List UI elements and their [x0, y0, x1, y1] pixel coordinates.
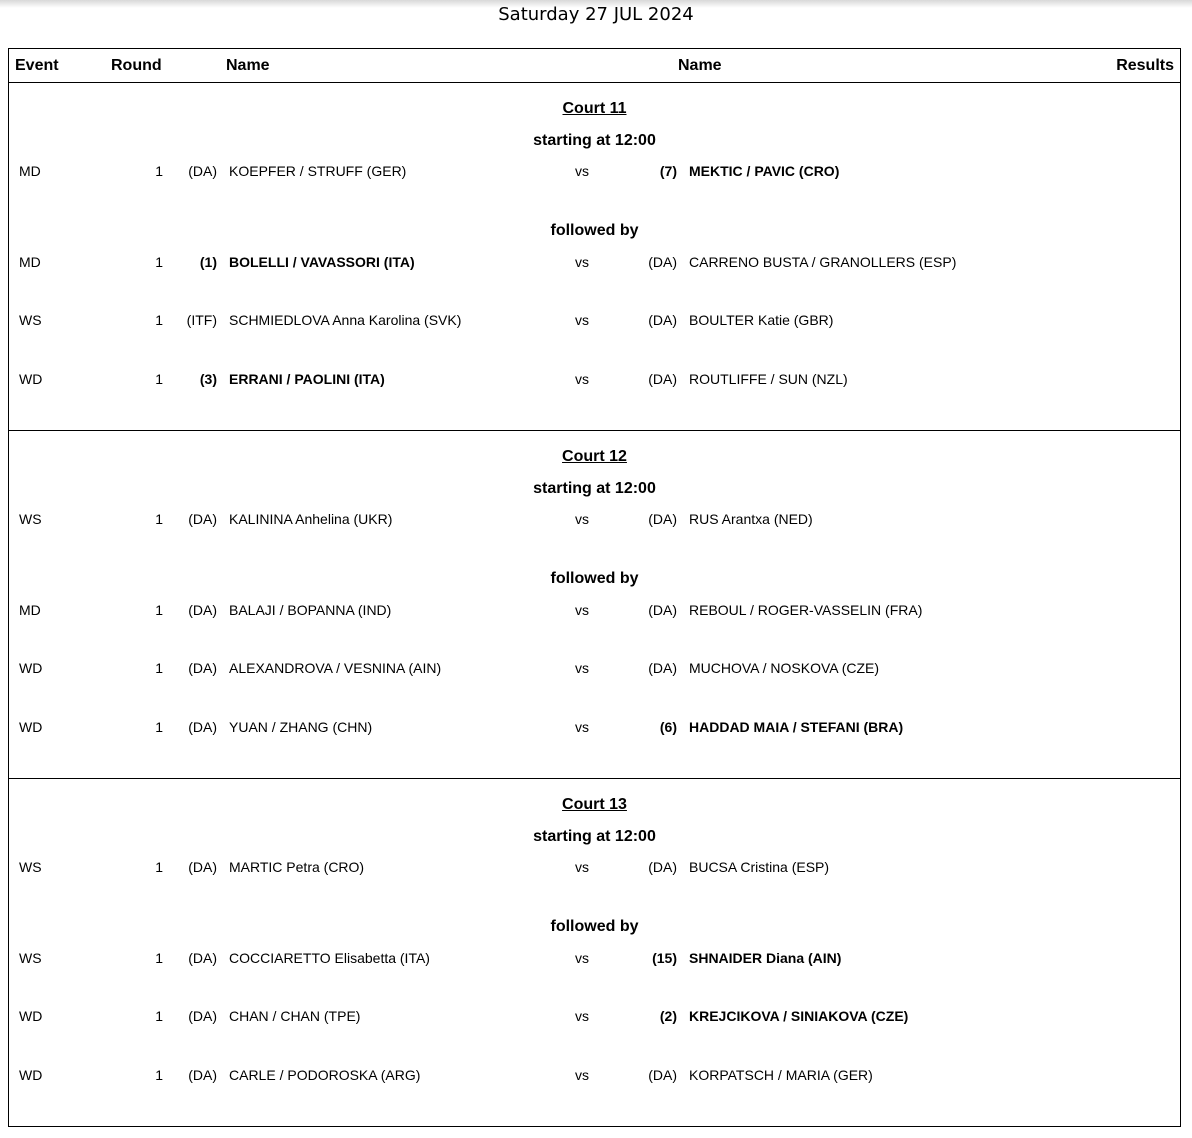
vs: vs: [575, 859, 589, 875]
player-1: ALEXANDROVA / VESNINA (AIN): [229, 660, 442, 676]
player-1: CHAN / CHAN (TPE): [229, 1008, 361, 1024]
player-2: BOULTER Katie (GBR): [689, 312, 834, 328]
start-time: starting at 12:00: [533, 828, 656, 845]
match-row: [9, 511, 1180, 531]
court-title: Court 13: [562, 796, 627, 813]
round: 1: [155, 511, 163, 527]
seed-1: (DA): [188, 950, 217, 966]
event: WD: [19, 660, 43, 676]
player-2: KREJCIKOVA / SINIAKOVA (CZE): [689, 1008, 909, 1024]
player-2: MUCHOVA / NOSKOVA (CZE): [689, 660, 880, 676]
player-1: MARTIC Petra (CRO): [229, 859, 365, 875]
event: WD: [19, 371, 43, 387]
match-row: [9, 719, 1180, 739]
match-row: [9, 950, 1180, 970]
seed-2: (2): [659, 1008, 677, 1024]
player-1: COCCIARETTO Elisabetta (ITA): [229, 950, 430, 966]
player-1: KOEPFER / STRUFF (GER): [229, 163, 407, 179]
seed-2: (6): [659, 719, 677, 735]
round: 1: [155, 719, 163, 735]
seed-1: (DA): [188, 163, 217, 179]
vs: vs: [575, 719, 589, 735]
round: 1: [155, 859, 163, 875]
player-2: MEKTIC / PAVIC (CRO): [689, 163, 840, 179]
match-row: [9, 371, 1180, 391]
vs: vs: [575, 511, 589, 527]
header-results: Results: [1116, 57, 1174, 74]
player-2: HADDAD MAIA / STEFANI (BRA): [689, 719, 904, 735]
vs: vs: [575, 660, 589, 676]
event: WD: [19, 719, 43, 735]
seed-1: (3): [199, 371, 217, 387]
table-header: [9, 49, 1180, 83]
seed-2: (15): [652, 950, 677, 966]
player-2: CARRENO BUSTA / GRANOLLERS (ESP): [689, 254, 957, 270]
round: 1: [155, 660, 163, 676]
event: WD: [19, 1067, 43, 1083]
seed-2: (DA): [648, 602, 677, 618]
header-name-2: Name: [678, 57, 722, 74]
seed-1: (DA): [188, 859, 217, 875]
seed-2: (DA): [648, 660, 677, 676]
player-2: RUS Arantxa (NED): [689, 511, 813, 527]
player-1: BOLELLI / VAVASSORI (ITA): [229, 254, 415, 270]
start-time: starting at 12:00: [533, 480, 656, 497]
match-row: [9, 254, 1180, 274]
court-title: Court 12: [562, 448, 627, 465]
round: 1: [155, 1067, 163, 1083]
event: WS: [19, 511, 42, 527]
seed-2: (DA): [648, 371, 677, 387]
vs: vs: [575, 1008, 589, 1024]
court-12-section: [9, 431, 1180, 779]
start-time: starting at 12:00: [533, 132, 656, 149]
event: WD: [19, 1008, 43, 1024]
seed-2: (DA): [648, 312, 677, 328]
match-row: [9, 163, 1180, 183]
seed-1: (DA): [188, 1008, 217, 1024]
seed-1: (DA): [188, 511, 217, 527]
event: WS: [19, 950, 42, 966]
player-1: ERRANI / PAOLINI (ITA): [229, 371, 385, 387]
seed-1: (DA): [188, 602, 217, 618]
vs: vs: [575, 371, 589, 387]
vs: vs: [575, 602, 589, 618]
player-1: BALAJI / BOPANNA (IND): [229, 602, 392, 618]
player-2: SHNAIDER Diana (AIN): [689, 950, 842, 966]
vs: vs: [575, 312, 589, 328]
seed-2: (DA): [648, 254, 677, 270]
match-row: [9, 602, 1180, 622]
seed-2: (DA): [648, 511, 677, 527]
round: 1: [155, 602, 163, 618]
player-2: ROUTLIFFE / SUN (NZL): [689, 371, 848, 387]
court-13-section: [9, 779, 1180, 1126]
event: WS: [19, 859, 42, 875]
header-name-1: Name: [226, 57, 270, 74]
seed-2: (DA): [648, 859, 677, 875]
seed-2: (7): [659, 163, 677, 179]
match-row: [9, 312, 1180, 332]
followed-by: followed by: [550, 570, 639, 587]
event: WS: [19, 312, 42, 328]
match-row: [9, 1067, 1180, 1087]
event: MD: [19, 163, 41, 179]
player-2: KORPATSCH / MARIA (GER): [689, 1067, 873, 1083]
order-of-play-table: [8, 48, 1181, 1127]
page-title: Saturday 27 JUL 2024: [498, 4, 694, 25]
header-event: Event: [15, 57, 59, 74]
event: MD: [19, 602, 41, 618]
round: 1: [155, 312, 163, 328]
seed-1: (DA): [188, 1067, 217, 1083]
match-row: [9, 1008, 1180, 1028]
player-1: YUAN / ZHANG (CHN): [229, 719, 373, 735]
seed-1: (1): [199, 254, 217, 270]
player-1: KALININA Anhelina (UKR): [229, 511, 393, 527]
followed-by: followed by: [550, 222, 639, 239]
vs: vs: [575, 950, 589, 966]
player-2: REBOUL / ROGER-VASSELIN (FRA): [689, 602, 923, 618]
vs: vs: [575, 1067, 589, 1083]
player-1: SCHMIEDLOVA Anna Karolina (SVK): [229, 312, 462, 328]
round: 1: [155, 371, 163, 387]
match-row: [9, 660, 1180, 680]
round: 1: [155, 163, 163, 179]
round: 1: [155, 254, 163, 270]
round: 1: [155, 1008, 163, 1024]
seed-1: (DA): [188, 660, 217, 676]
header-round: Round: [111, 57, 162, 74]
followed-by: followed by: [550, 918, 639, 935]
match-row: [9, 859, 1180, 879]
player-1: CARLE / PODOROSKA (ARG): [229, 1067, 421, 1083]
court-11-section: [9, 83, 1180, 431]
player-2: BUCSA Cristina (ESP): [689, 859, 830, 875]
event: MD: [19, 254, 41, 270]
seed-2: (DA): [648, 1067, 677, 1083]
seed-1: (ITF): [186, 312, 217, 328]
vs: vs: [575, 163, 589, 179]
vs: vs: [575, 254, 589, 270]
round: 1: [155, 950, 163, 966]
court-title: Court 11: [562, 100, 627, 117]
seed-1: (DA): [188, 719, 217, 735]
